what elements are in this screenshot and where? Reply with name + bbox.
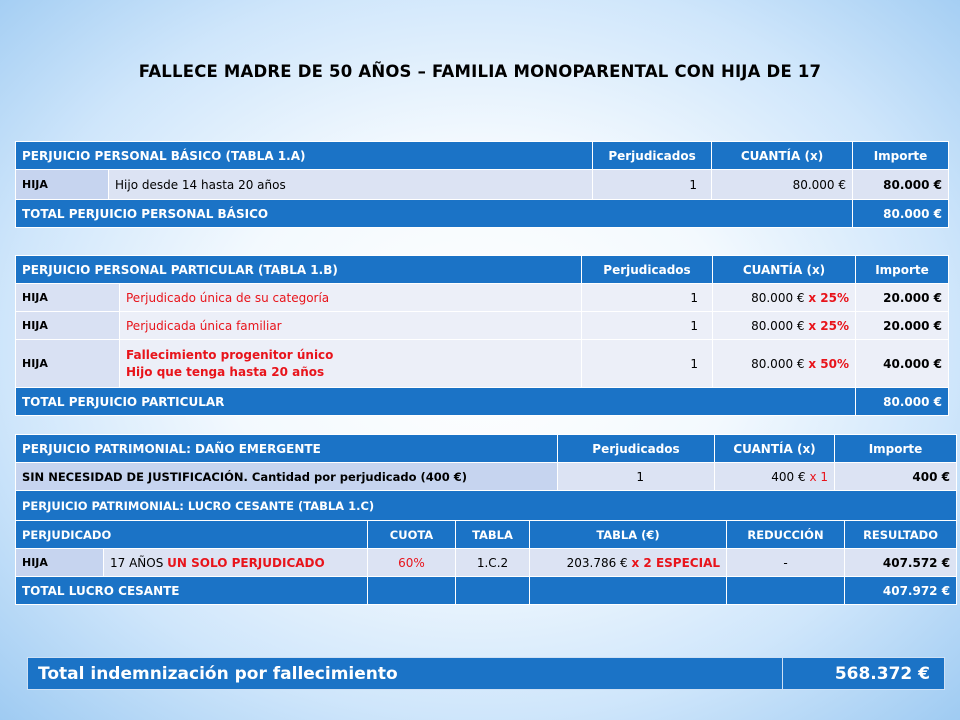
- table-row: [16, 312, 949, 340]
- lucro-total-empty: [456, 577, 530, 605]
- cuantia-factor: x 50%: [808, 356, 849, 371]
- row-tabla-eur: [530, 549, 727, 577]
- row-perjudicados: 1: [582, 340, 713, 388]
- cuantia-base: 400 €: [771, 469, 806, 484]
- basico-header-title: PERJUICIO PERSONAL BÁSICO (TABLA 1.A): [16, 142, 593, 170]
- particular-total-row: [16, 388, 949, 416]
- particular-table: [15, 255, 949, 416]
- emergente-header-perjudicados: Perjudicados: [558, 435, 715, 463]
- row-description: [120, 340, 582, 388]
- description-line-1: Fallecimiento progenitor único: [126, 347, 334, 362]
- row-cuantia: [713, 312, 856, 340]
- row-label: HIJA: [16, 170, 109, 200]
- row-label: HIJA: [16, 340, 120, 388]
- row-cuantia: [715, 463, 835, 491]
- final-total-row: [28, 658, 945, 690]
- row-description: Perjudicado única de su categoría: [120, 284, 582, 312]
- row-description: [104, 549, 368, 577]
- lucro-total-label: TOTAL LUCRO CESANTE: [16, 577, 368, 605]
- row-tabla: 1.C.2: [456, 549, 530, 577]
- cuantia-base: 80.000 €: [751, 290, 805, 305]
- row-importe: 80.000 €: [853, 170, 949, 200]
- cuantia-factor: x 1: [809, 469, 828, 484]
- table-row: [16, 340, 949, 388]
- particular-total-importe: 80.000 €: [856, 388, 949, 416]
- lucro-header-tabla: TABLA: [456, 521, 530, 549]
- row-description: SIN NECESIDAD DE JUSTIFICACIÓN. Cantidad por perjudicado (400 €): [16, 463, 558, 491]
- basico-header-cuantia: CUANTÍA (x): [712, 142, 853, 170]
- basico-total-importe: 80.000 €: [853, 200, 949, 228]
- particular-total-label: TOTAL PERJUICIO PARTICULAR: [16, 388, 856, 416]
- row-cuantia: [713, 340, 856, 388]
- row-description: Perjudicada única familiar: [120, 312, 582, 340]
- cuantia-base: 80.000 €: [751, 356, 805, 371]
- final-total-label: Total indemnización por fallecimiento: [28, 658, 783, 690]
- table-row: [16, 463, 957, 491]
- lucro-table: [15, 490, 957, 605]
- page-title: FALLECE MADRE DE 50 AÑOS – FAMILIA MONOPARENTAL CON HIJA DE 17: [138, 62, 822, 81]
- table-row: [16, 284, 949, 312]
- row-perjudicados: 1: [558, 463, 715, 491]
- basico-header-row: [16, 142, 949, 170]
- row-cuantia: [713, 284, 856, 312]
- description-line-2: Hijo que tenga hasta 20 años: [126, 364, 325, 379]
- row-perjudicados: 1: [582, 312, 713, 340]
- basico-header-perjudicados: Perjudicados: [593, 142, 712, 170]
- emergente-header-importe: Importe: [835, 435, 957, 463]
- row-importe: 40.000 €: [856, 340, 949, 388]
- cuantia-factor: x 25%: [808, 290, 849, 305]
- cuantia-factor: x 25%: [808, 318, 849, 333]
- row-label: HIJA: [16, 549, 104, 577]
- description-prefix: 17 AÑOS: [110, 555, 164, 570]
- lucro-header-reduccion: REDUCCIÓN: [727, 521, 845, 549]
- row-cuota: 60%: [368, 549, 456, 577]
- table-row: [16, 549, 957, 577]
- row-perjudicados: 1: [593, 170, 712, 200]
- row-label: HIJA: [16, 284, 120, 312]
- particular-header-cuantia: CUANTÍA (x): [713, 256, 856, 284]
- lucro-total-empty: [727, 577, 845, 605]
- row-perjudicados: 1: [582, 284, 713, 312]
- lucro-total-resultado: 407.972 €: [845, 577, 957, 605]
- lucro-title: PERJUICIO PATRIMONIAL: LUCRO CESANTE (TABLA 1.C): [16, 491, 957, 521]
- particular-header-perjudicados: Perjudicados: [582, 256, 713, 284]
- particular-header-row: [16, 256, 949, 284]
- lucro-header-resultado: RESULTADO: [845, 521, 957, 549]
- final-total-importe: 568.372 €: [783, 658, 945, 690]
- row-description: Hijo desde 14 hasta 20 años: [109, 170, 593, 200]
- emergente-header-title: PERJUICIO PATRIMONIAL: DAÑO EMERGENTE: [16, 435, 558, 463]
- lucro-title-row: [16, 491, 957, 521]
- description-highlight: UN SOLO PERJUDICADO: [167, 555, 325, 570]
- row-importe: 20.000 €: [856, 284, 949, 312]
- row-resultado: 407.572 €: [845, 549, 957, 577]
- basico-total-row: [16, 200, 949, 228]
- emergente-header-row: [16, 435, 957, 463]
- row-label: HIJA: [16, 312, 120, 340]
- tabla-eur-base: 203.786 €: [566, 555, 628, 570]
- basico-table: [15, 141, 949, 228]
- particular-header-importe: Importe: [856, 256, 949, 284]
- lucro-header-cuota: CUOTA: [368, 521, 456, 549]
- lucro-header-tabla-eur: TABLA (€): [530, 521, 727, 549]
- tabla-eur-factor: x 2 ESPECIAL: [631, 555, 720, 570]
- basico-total-label: TOTAL PERJUICIO PERSONAL BÁSICO: [16, 200, 853, 228]
- lucro-total-row: [16, 577, 957, 605]
- emergente-header-cuantia: CUANTÍA (x): [715, 435, 835, 463]
- basico-header-importe: Importe: [853, 142, 949, 170]
- emergente-table: [15, 434, 957, 491]
- lucro-header-perjudicado: PERJUDICADO: [16, 521, 368, 549]
- row-importe: 400 €: [835, 463, 957, 491]
- lucro-header-row: [16, 521, 957, 549]
- row-reduccion: -: [727, 549, 845, 577]
- final-total-table: [27, 657, 945, 690]
- lucro-total-empty: [530, 577, 727, 605]
- lucro-total-empty: [368, 577, 456, 605]
- cuantia-base: 80.000 €: [751, 318, 805, 333]
- particular-header-title: PERJUICIO PERSONAL PARTICULAR (TABLA 1.B): [16, 256, 582, 284]
- row-cuantia: 80.000 €: [712, 170, 853, 200]
- row-importe: 20.000 €: [856, 312, 949, 340]
- table-row: [16, 170, 949, 200]
